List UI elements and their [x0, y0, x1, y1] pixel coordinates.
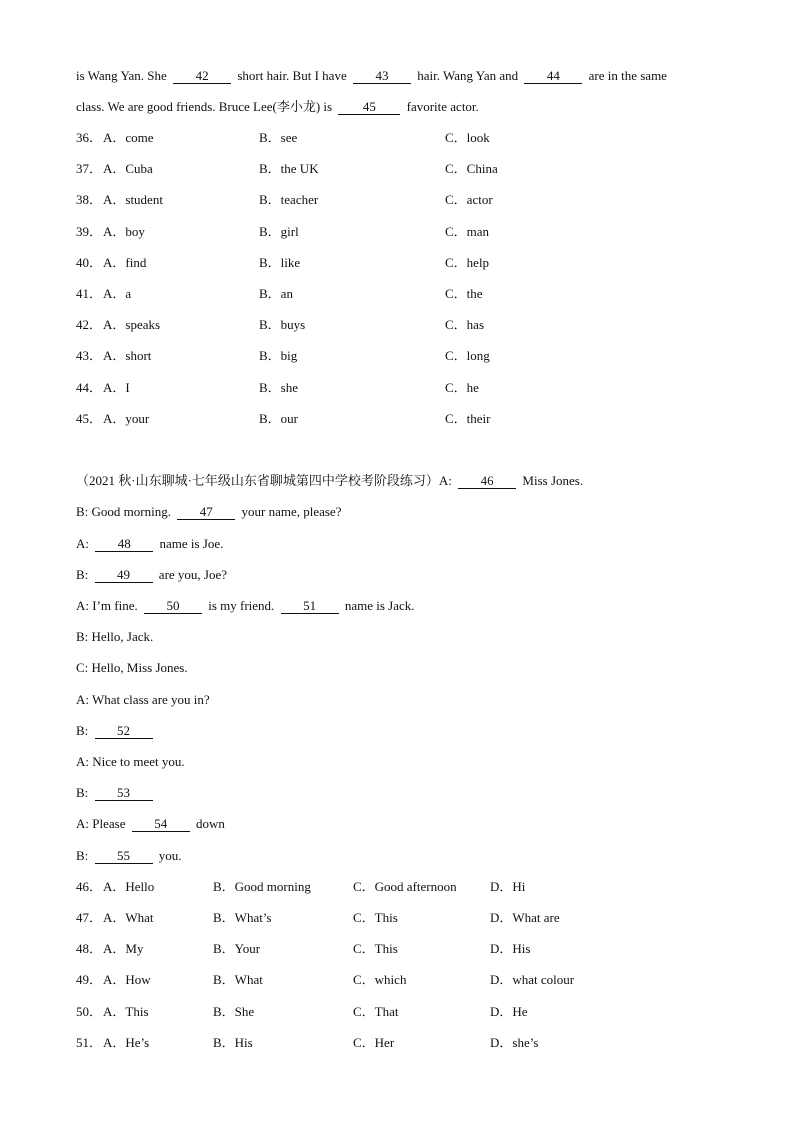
passage-text: favorite actor.	[406, 99, 479, 114]
dialogue-line	[76, 629, 153, 645]
dialogue-line	[76, 723, 156, 739]
question-number: 44．	[76, 380, 103, 395]
dialogue-text: A: Please	[76, 816, 126, 831]
option-b[interactable]: B．the UK	[259, 161, 319, 176]
dialogue-line	[76, 848, 182, 864]
question-number: 36．	[76, 130, 103, 145]
option-b[interactable]: B．She	[213, 1004, 255, 1019]
passage-text: class. We are good friends. Bruce Lee(李小龙) is	[76, 99, 333, 114]
passage-text: are in the same	[588, 68, 667, 83]
option-d[interactable]: D．His	[490, 941, 531, 956]
blank-51: 51	[281, 599, 339, 614]
question-number: 48．	[76, 941, 103, 956]
passage-line-1	[76, 68, 667, 84]
option-c[interactable]: C．the	[445, 286, 483, 301]
blank-49: 49	[95, 568, 153, 583]
option-a[interactable]: A．How	[103, 972, 151, 987]
dialogue-text: A: I’m fine.	[76, 598, 138, 613]
option-c[interactable]: C．which	[353, 972, 407, 987]
option-c[interactable]: C．their	[445, 411, 491, 426]
passage-text: hair. Wang Yan and	[417, 68, 519, 83]
dialogue-text: name is Joe.	[159, 536, 224, 551]
dialogue-text: down	[195, 816, 225, 831]
dialogue-line	[76, 504, 341, 520]
option-b[interactable]: B．like	[259, 255, 301, 270]
option-b[interactable]: B．an	[259, 286, 293, 301]
blank-52: 52	[95, 724, 153, 739]
option-b[interactable]: B．teacher	[259, 192, 319, 207]
option-c[interactable]: C．Her	[353, 1035, 395, 1050]
passage-line-2	[76, 99, 479, 115]
blank-46: 46	[458, 474, 516, 489]
option-d[interactable]: D．what colour	[490, 972, 575, 987]
dialogue-line	[76, 567, 227, 583]
dialogue-line	[76, 536, 223, 552]
option-b[interactable]: B．she	[259, 380, 299, 395]
option-a[interactable]: A．I	[103, 380, 130, 395]
option-c[interactable]: C．Good afternoon	[353, 879, 457, 894]
option-d[interactable]: D．He	[490, 1004, 528, 1019]
option-b[interactable]: B．girl	[259, 224, 299, 239]
option-b[interactable]: B．What	[213, 972, 263, 987]
source-note: （2021 秋·山东聊城·七年级山东省聊城第四中学校考阶段练习）A:	[76, 473, 452, 488]
question-number: 42．	[76, 317, 103, 332]
option-c[interactable]: C．actor	[445, 192, 493, 207]
option-b[interactable]: B．Your	[213, 941, 261, 956]
dialogue-line	[76, 754, 185, 770]
option-c[interactable]: C．help	[445, 255, 490, 270]
dialogue-speaker: A:	[76, 536, 89, 551]
option-c[interactable]: C．That	[353, 1004, 399, 1019]
passage-text: is Wang Yan. She	[76, 68, 167, 83]
dialogue-text: your name, please?	[241, 504, 342, 519]
dialogue-text: B: Hello, Jack.	[76, 629, 154, 644]
option-c[interactable]: C．long	[445, 348, 490, 363]
question-number: 43．	[76, 348, 103, 363]
option-b[interactable]: B．His	[213, 1035, 253, 1050]
blank-42: 42	[173, 69, 231, 84]
question-number: 47．	[76, 910, 103, 925]
option-a[interactable]: A．your	[103, 411, 150, 426]
blank-54: 54	[132, 817, 190, 832]
dialogue-text: name is Jack.	[344, 598, 415, 613]
dialogue-line	[76, 660, 188, 676]
option-c[interactable]: C．has	[445, 317, 485, 332]
option-a[interactable]: A．student	[103, 192, 163, 207]
blank-53: 53	[95, 786, 153, 801]
dialogue-text: A: What class are you in?	[76, 692, 210, 707]
option-c[interactable]: C．China	[445, 161, 498, 176]
option-a[interactable]: A．boy	[103, 224, 145, 239]
dialogue-speaker: B:	[76, 723, 89, 738]
option-d[interactable]: D．What are	[490, 910, 560, 925]
option-d[interactable]: D．Hi	[490, 879, 526, 894]
passage-text: short hair. But I have	[237, 68, 347, 83]
dialogue-text: is my friend.	[208, 598, 275, 613]
question-number: 51．	[76, 1035, 103, 1050]
option-a[interactable]: A．He’s	[103, 1035, 150, 1050]
question-number: 50．	[76, 1004, 103, 1019]
dialogue-text: Miss Jones.	[522, 473, 584, 488]
option-c[interactable]: C．This	[353, 941, 398, 956]
option-a[interactable]: A．a	[103, 286, 132, 301]
option-c[interactable]: C．look	[445, 130, 490, 145]
dialogue-line	[76, 816, 225, 832]
dialogue-speaker: B:	[76, 848, 89, 863]
option-a[interactable]: A．Hello	[103, 879, 155, 894]
question-number: 40．	[76, 255, 103, 270]
blank-45: 45	[338, 100, 400, 115]
option-b[interactable]: B．Good morning	[213, 879, 311, 894]
blank-50: 50	[144, 599, 202, 614]
option-b[interactable]: B．What’s	[213, 910, 272, 925]
option-d[interactable]: D．she’s	[490, 1035, 539, 1050]
option-c[interactable]: C．This	[353, 910, 398, 925]
dialogue-speaker: B:	[76, 567, 89, 582]
blank-44: 44	[524, 69, 582, 84]
option-a[interactable]: A．speaks	[103, 317, 161, 332]
option-a[interactable]: A．This	[103, 1004, 149, 1019]
question-number: 46．	[76, 879, 103, 894]
option-b[interactable]: B．big	[259, 348, 298, 363]
option-a[interactable]: A．short	[103, 348, 152, 363]
question-number: 45．	[76, 411, 103, 426]
dialogue-speaker: B:	[76, 785, 89, 800]
blank-47: 47	[177, 505, 235, 520]
question-number: 38．	[76, 192, 103, 207]
option-a[interactable]: A．come	[103, 130, 154, 145]
dialogue-text: B: Good morning.	[76, 504, 171, 519]
dialogue-line	[76, 785, 156, 801]
dialogue-text: you.	[158, 848, 182, 863]
blank-43: 43	[353, 69, 411, 84]
option-c[interactable]: C．man	[445, 224, 490, 239]
question-number: 49．	[76, 972, 103, 987]
option-b[interactable]: B．buys	[259, 317, 306, 332]
blank-48: 48	[95, 537, 153, 552]
option-a[interactable]: A．Cuba	[103, 161, 153, 176]
option-a[interactable]: A．My	[103, 941, 144, 956]
option-a[interactable]: A．find	[103, 255, 147, 270]
question-number: 41．	[76, 286, 103, 301]
dialogue-text: A: Nice to meet you.	[76, 754, 185, 769]
option-a[interactable]: A．What	[103, 910, 154, 925]
dialogue-source-line	[76, 473, 583, 489]
dialogue-text: C: Hello, Miss Jones.	[76, 660, 188, 675]
option-c[interactable]: C．he	[445, 380, 479, 395]
question-number: 39．	[76, 224, 103, 239]
option-b[interactable]: B．see	[259, 130, 298, 145]
blank-55: 55	[95, 849, 153, 864]
option-b[interactable]: B．our	[259, 411, 299, 426]
question-number: 37．	[76, 161, 103, 176]
dialogue-line	[76, 598, 414, 614]
dialogue-line	[76, 692, 210, 708]
dialogue-text: are you, Joe?	[158, 567, 228, 582]
